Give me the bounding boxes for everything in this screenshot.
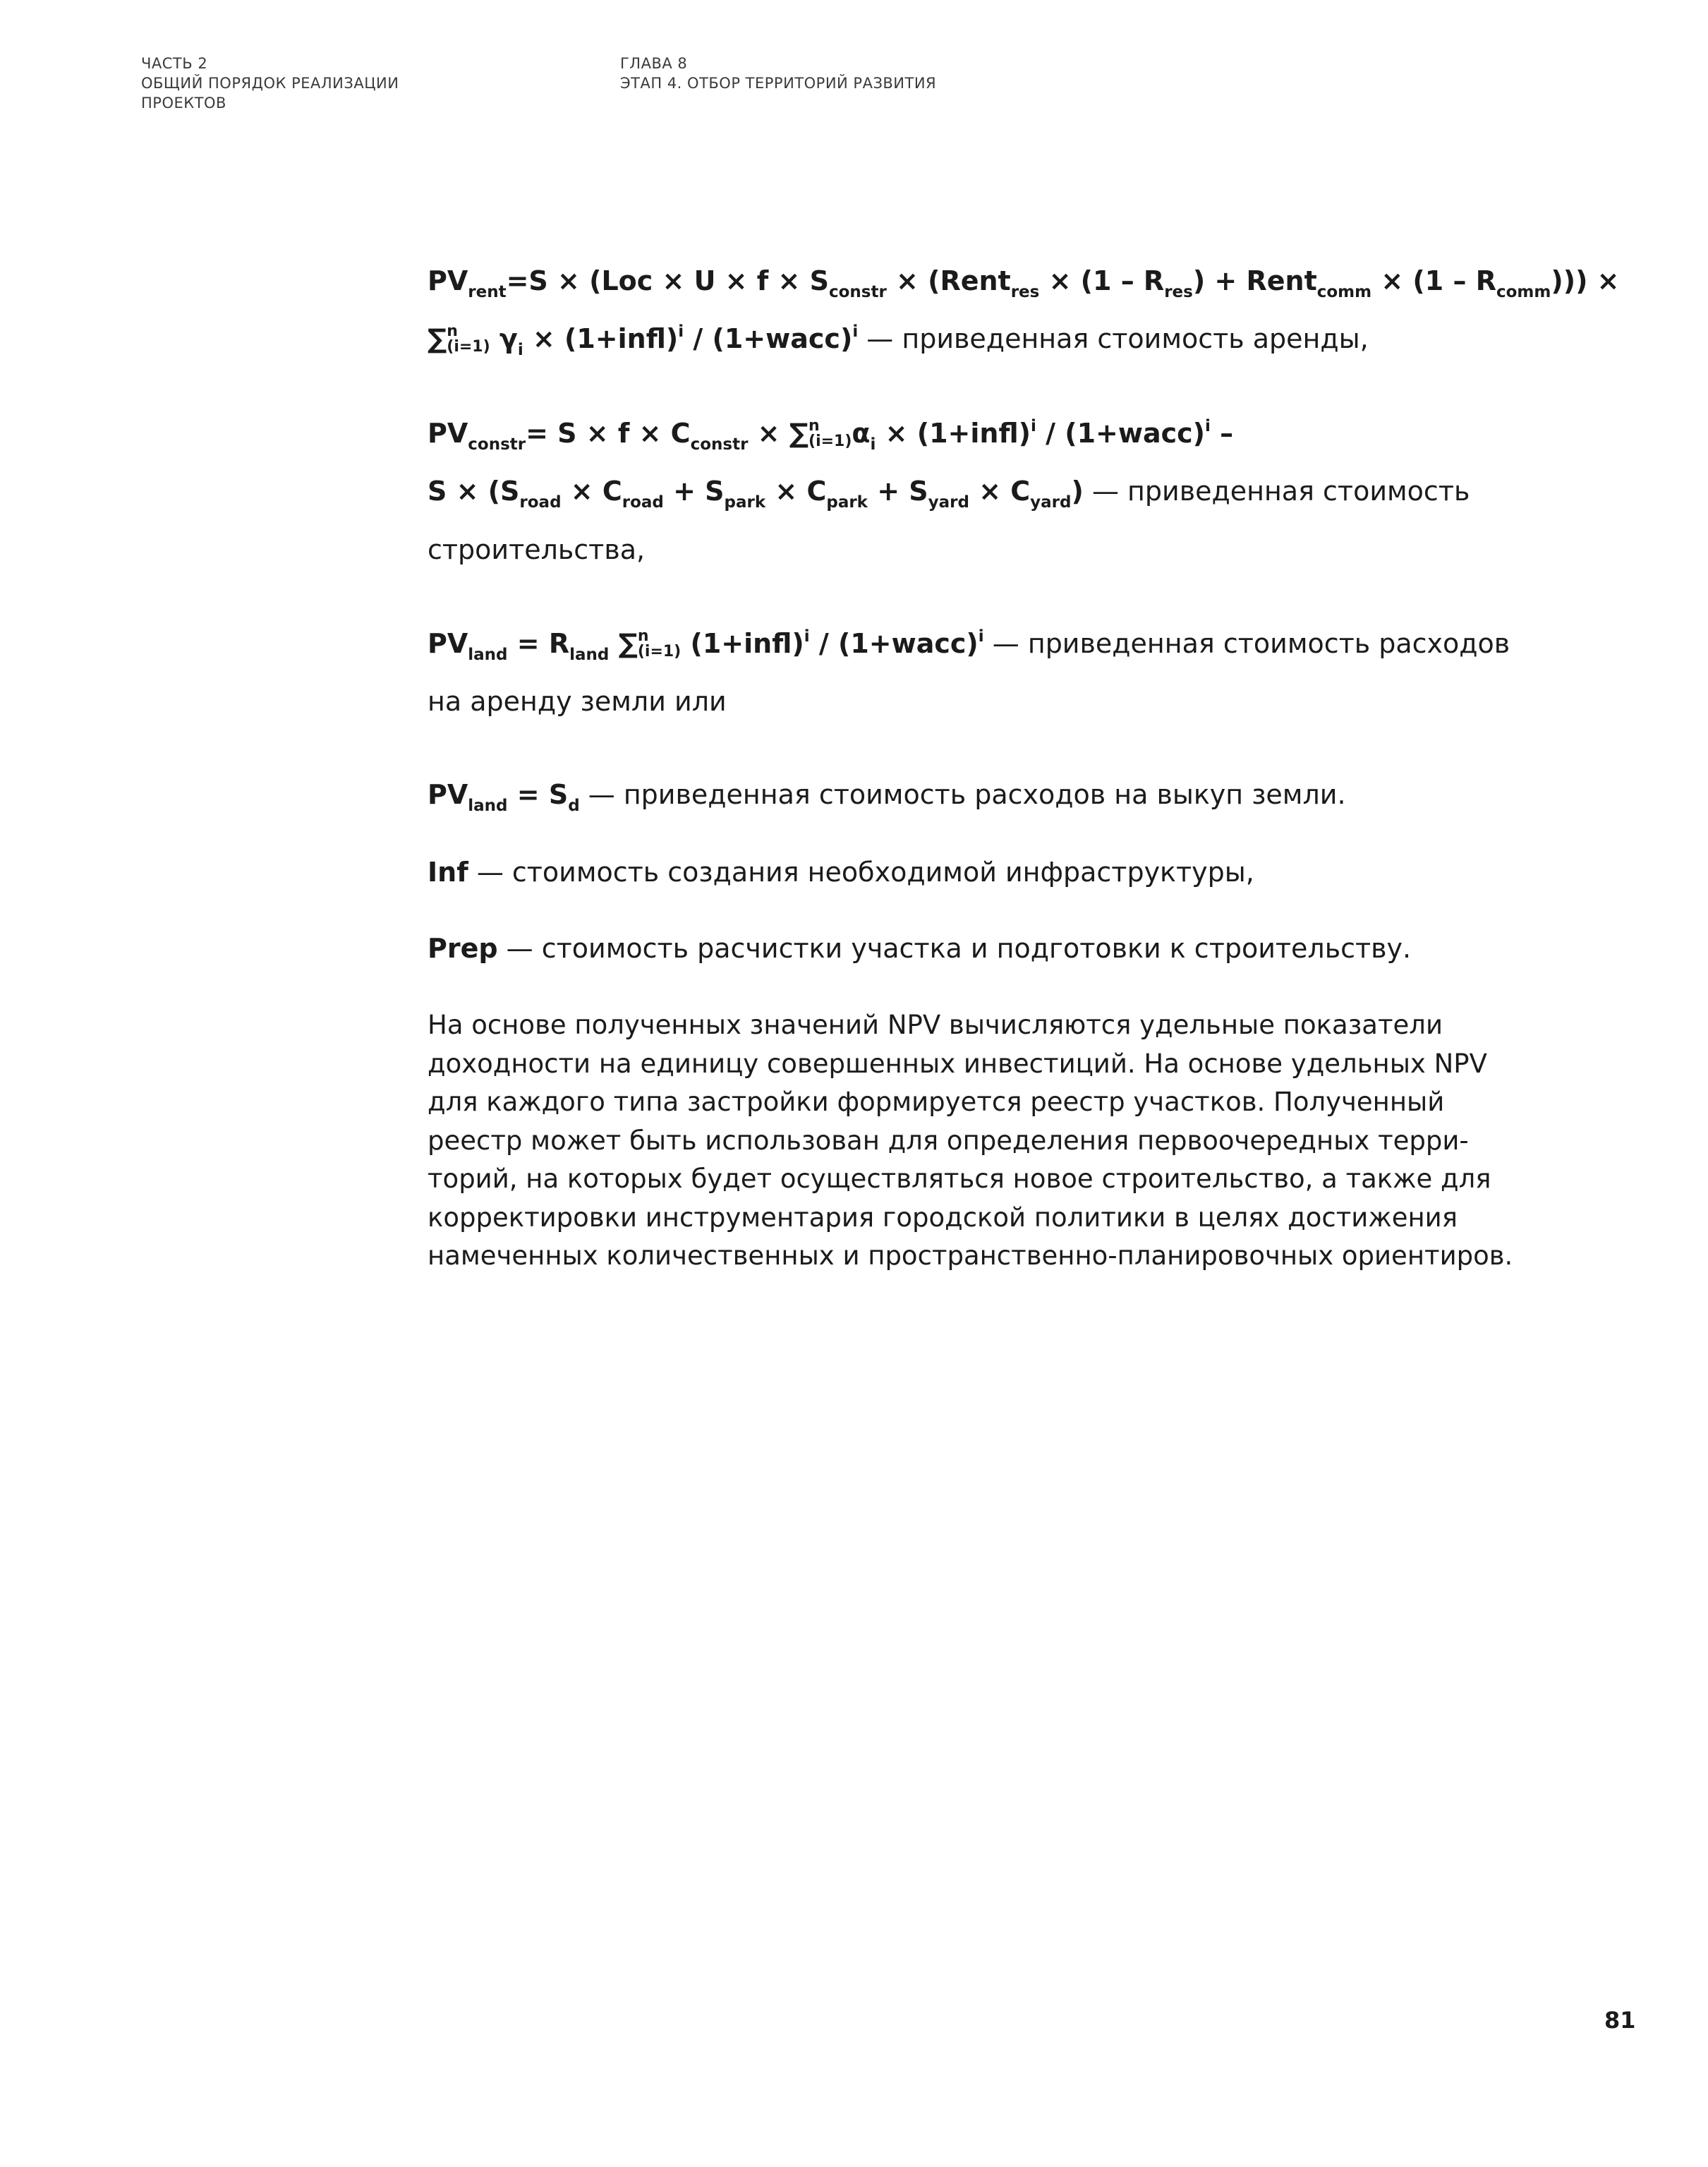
paragraph-line: корректировки инструментария городской политики в целях достижения: [428, 1202, 1458, 1233]
formula-subscript: constr: [828, 283, 887, 301]
formula-subscript: constr: [690, 435, 749, 454]
sigma-limits: [638, 629, 681, 660]
definition-description: — стоимость расчистки участка и подготовки к строительству.: [497, 933, 1412, 964]
header-left-line: ОБЩИЙ ПОРЯДОК РЕАЛИЗАЦИИ: [141, 75, 399, 92]
formula-subscript: park: [724, 493, 766, 512]
formula-text: × C: [969, 476, 1031, 507]
formula-superscript: i: [1030, 417, 1036, 435]
sigma-limits: [808, 418, 852, 449]
formula-subscript: comm: [1496, 283, 1551, 301]
sigma-symbol: ∑: [428, 323, 447, 354]
definition-term: Inf: [428, 857, 468, 888]
formula-text: / (1+wacc): [809, 628, 979, 659]
formula-symbol: PV: [428, 779, 468, 810]
formula-subscript: land: [569, 646, 610, 664]
paragraph-line: На основе полученных значений NPV вычисляются удельные показатели: [428, 1010, 1443, 1040]
paragraph-line: для каждого типа застройки формируется реестр участков. Полученный: [428, 1087, 1445, 1117]
header-right-line: ЭТАП 4. ОТБОР ТЕРРИТОРИЙ РАЗВИТИЯ: [620, 75, 937, 92]
formula-text: × C: [561, 476, 622, 507]
paragraph-line: реестр может быть использован для определения первоочередных терри-: [428, 1125, 1469, 1156]
formula-text: (1+infl): [681, 628, 804, 659]
formula-subscript: i: [870, 435, 876, 454]
page-number: 81: [1604, 2007, 1636, 2034]
formula-pv-constr-line2: [428, 474, 1470, 512]
formula-text: = R: [507, 628, 570, 659]
formula-text: S × (S: [428, 476, 520, 507]
formula-pv-land-rent-line1: [428, 627, 1510, 664]
formula-superscript: i: [978, 627, 984, 646]
sigma-limits: [447, 324, 490, 355]
formula-subscript: res: [1010, 283, 1040, 301]
formula-text: –: [1210, 418, 1234, 449]
formula-pv-rent-line1: [428, 264, 1620, 301]
formula-text: [609, 628, 618, 659]
formula-subscript: park: [826, 493, 868, 512]
sigma-upper: n: [447, 322, 458, 340]
formula-description: — приведенная стоимость аренды,: [858, 323, 1369, 354]
formula-text: ))) ×: [1551, 265, 1620, 296]
definition-prep: [428, 931, 1411, 965]
sigma-lower: (i=1): [808, 432, 852, 450]
formula-superscript: i: [852, 322, 859, 341]
formula-text: × (1 – R: [1371, 265, 1496, 296]
header-right-line: ГЛАВА 8: [620, 55, 688, 72]
sigma-symbol: ∑: [789, 418, 809, 449]
formula-subscript: yard: [928, 493, 969, 512]
formula-subscript: land: [468, 797, 508, 815]
sigma-lower: (i=1): [637, 642, 682, 660]
formula-subscript: yard: [1030, 493, 1072, 512]
formula-text: × (1+infl): [876, 418, 1031, 449]
formula-pv-land-rent-line2: на аренду земли или: [428, 686, 727, 717]
formula-superscript: i: [804, 627, 810, 646]
definition-inf: [428, 855, 1254, 889]
formula-subscript: rent: [468, 283, 507, 301]
formula-subscript: comm: [1316, 283, 1372, 301]
formula-subscript: land: [468, 646, 508, 664]
definition-description: — стоимость создания необходимой инфраструктуры,: [468, 857, 1254, 888]
sigma-upper: n: [637, 627, 649, 645]
header-left-line: ЧАСТЬ 2: [141, 55, 208, 72]
formula-superscript: i: [678, 322, 684, 341]
formula-text: × (Rent: [886, 265, 1011, 296]
paragraph-line: намеченных количественных и пространственно-планировочных ориентиров.: [428, 1241, 1513, 1271]
formula-subscript: road: [622, 493, 664, 512]
formula-text: / (1+wacc): [684, 323, 853, 354]
formula-text: γ: [490, 323, 518, 354]
formula-text: = S × f × C: [526, 418, 691, 449]
formula-text: × (1 – R: [1039, 265, 1165, 296]
formula-pv-constr-line1: [428, 416, 1234, 454]
formula-text: × C: [765, 476, 827, 507]
formula-subscript: road: [519, 493, 562, 512]
formula-subscript: res: [1164, 283, 1193, 301]
formula-text: =S × (Loc × U × f × S: [506, 265, 829, 296]
formula-text: = S: [507, 779, 569, 810]
formula-pv-land-buy: [428, 778, 1346, 815]
paragraph-line: торий, на которых будет осуществляться новое строительство, а также для: [428, 1164, 1491, 1194]
formula-symbol: PV: [428, 265, 468, 296]
formula-pv-constr-line3: строительства,: [428, 534, 646, 565]
definition-term: Prep: [428, 933, 498, 964]
header-left-line: ПРОЕКТОВ: [141, 95, 226, 111]
formula-description: — приведенная стоимость: [1083, 476, 1470, 507]
sigma-lower: (i=1): [447, 337, 490, 356]
formula-text: ): [1071, 476, 1084, 507]
formula-subscript: i: [517, 341, 523, 359]
formula-text: α: [852, 418, 871, 449]
formula-superscript: i: [1205, 417, 1211, 435]
running-header-right: [620, 54, 936, 93]
paragraph-line: доходности на единицу совершенных инвестиций. На основе удельных NPV: [428, 1048, 1487, 1079]
formula-text: / (1+wacc): [1036, 418, 1206, 449]
formula-subscript: d: [568, 797, 580, 815]
formula-pv-rent-line2: [428, 322, 1369, 359]
formula-description: — приведенная стоимость расходов: [983, 628, 1510, 659]
formula-text: + S: [663, 476, 725, 507]
formula-text: + S: [867, 476, 928, 507]
formula-subscript: constr: [468, 435, 526, 454]
formula-text: ×: [748, 418, 789, 449]
formula-text: ) + Rent: [1192, 265, 1317, 296]
sigma-upper: n: [808, 416, 820, 435]
formula-symbol: PV: [428, 418, 468, 449]
formula-text: × (1+infl): [523, 323, 679, 354]
body-paragraph: [428, 1006, 1585, 1276]
formula-description: — приведенная стоимость расходов на выкуп земли.: [579, 779, 1346, 810]
sigma-symbol: ∑: [618, 628, 638, 659]
formula-symbol: PV: [428, 628, 468, 659]
running-header-left: [141, 54, 399, 113]
